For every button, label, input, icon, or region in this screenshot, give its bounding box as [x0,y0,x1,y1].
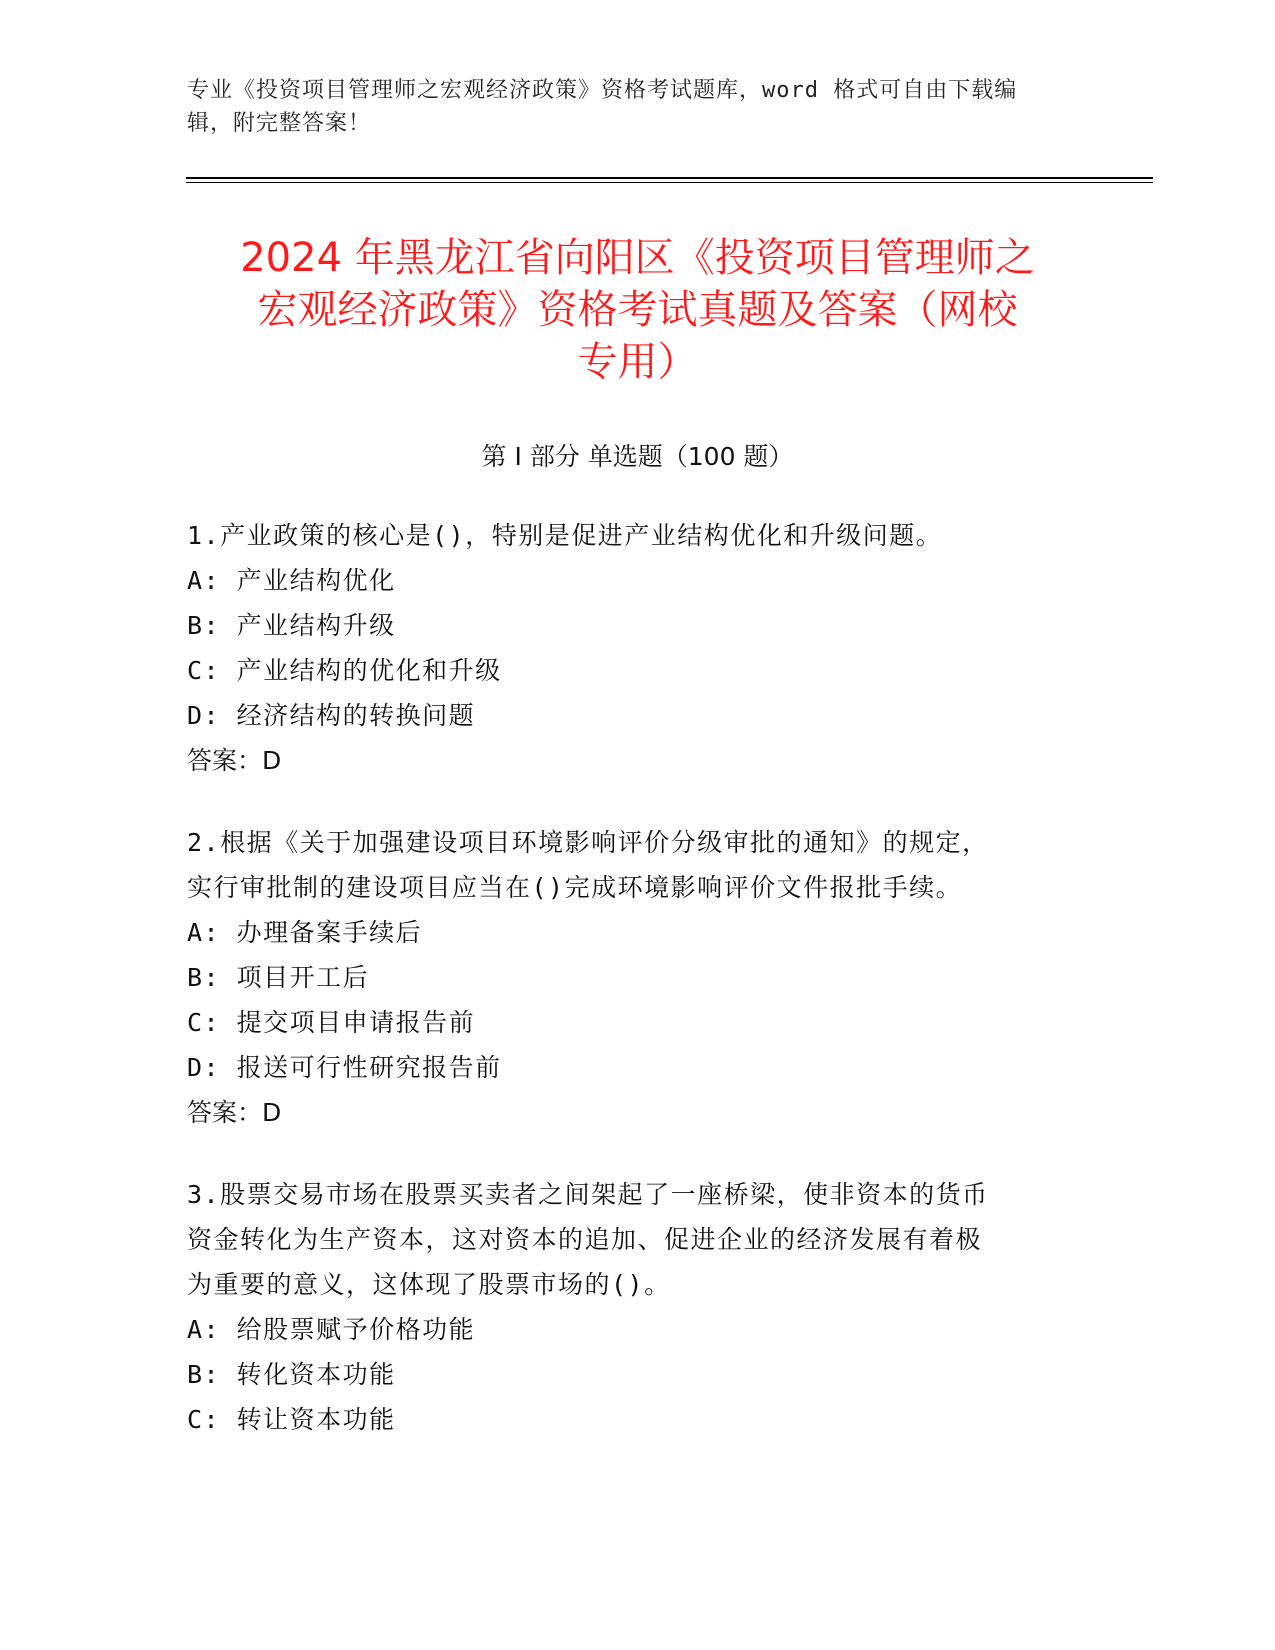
question-1 [187,513,1067,783]
header-note-line-2: 辑，附完整答案！ [187,111,372,136]
question-3 [187,1172,1067,1442]
option-c: C: 提交项目申请报告前 [187,1008,476,1037]
document-title [160,232,1115,388]
question-stem-line: 为重要的意义，这体现了股票市场的()。 [187,1270,671,1299]
option-b: B: 转化资本功能 [187,1360,396,1389]
document-title-line-2: 宏观经济政策》资格考试真题及答案（网校 [257,287,1018,333]
question-stem-line: 实行审批制的建设项目应当在()完成环境影响评价文件报批手续。 [187,873,963,902]
option-a: A: 给股票赋予价格功能 [187,1315,476,1344]
question-stem-line: 3.股票交易市场在股票买卖者之间架起了一座桥梁，使非资本的货币 [187,1180,989,1209]
question-stem-line: 1.产业政策的核心是()，特别是促进产业结构优化和升级问题。 [187,521,943,550]
section-title: 第 I 部分 单选题（100 题） [481,442,794,471]
option-d: D: 经济结构的转换问题 [187,701,476,730]
document-title-line-1: 2024 年黑龙江省向阳区《投资项目管理师之 [240,235,1035,281]
option-a: A: 产业结构优化 [187,566,396,595]
option-b: B: 产业结构升级 [187,611,396,640]
option-a: A: 办理备案手续后 [187,918,423,947]
question-stem-line: 资金转化为生产资本，这对资本的追加、促进企业的经济发展有着极 [187,1225,983,1254]
answer: 答案：D [187,1098,282,1127]
document-title-line-3: 专用） [577,339,698,385]
header-divider-thin [186,182,1153,183]
option-c: C: 转让资本功能 [187,1405,396,1434]
header-divider-thick [186,177,1153,179]
header-note [187,74,1067,140]
question-stem-line: 2.根据《关于加强建设项目环境影响评价分级审批的通知》的规定， [187,828,989,857]
question-2 [187,820,1067,1135]
option-c: C: 产业结构的优化和升级 [187,656,502,685]
option-d: D: 报送可行性研究报告前 [187,1053,502,1082]
answer: 答案：D [187,746,282,775]
header-note-line-1: 专业《投资项目管理师之宏观经济政策》资格考试题库，word 格式可自由下载编 [187,78,1018,103]
option-b: B: 项目开工后 [187,963,370,992]
